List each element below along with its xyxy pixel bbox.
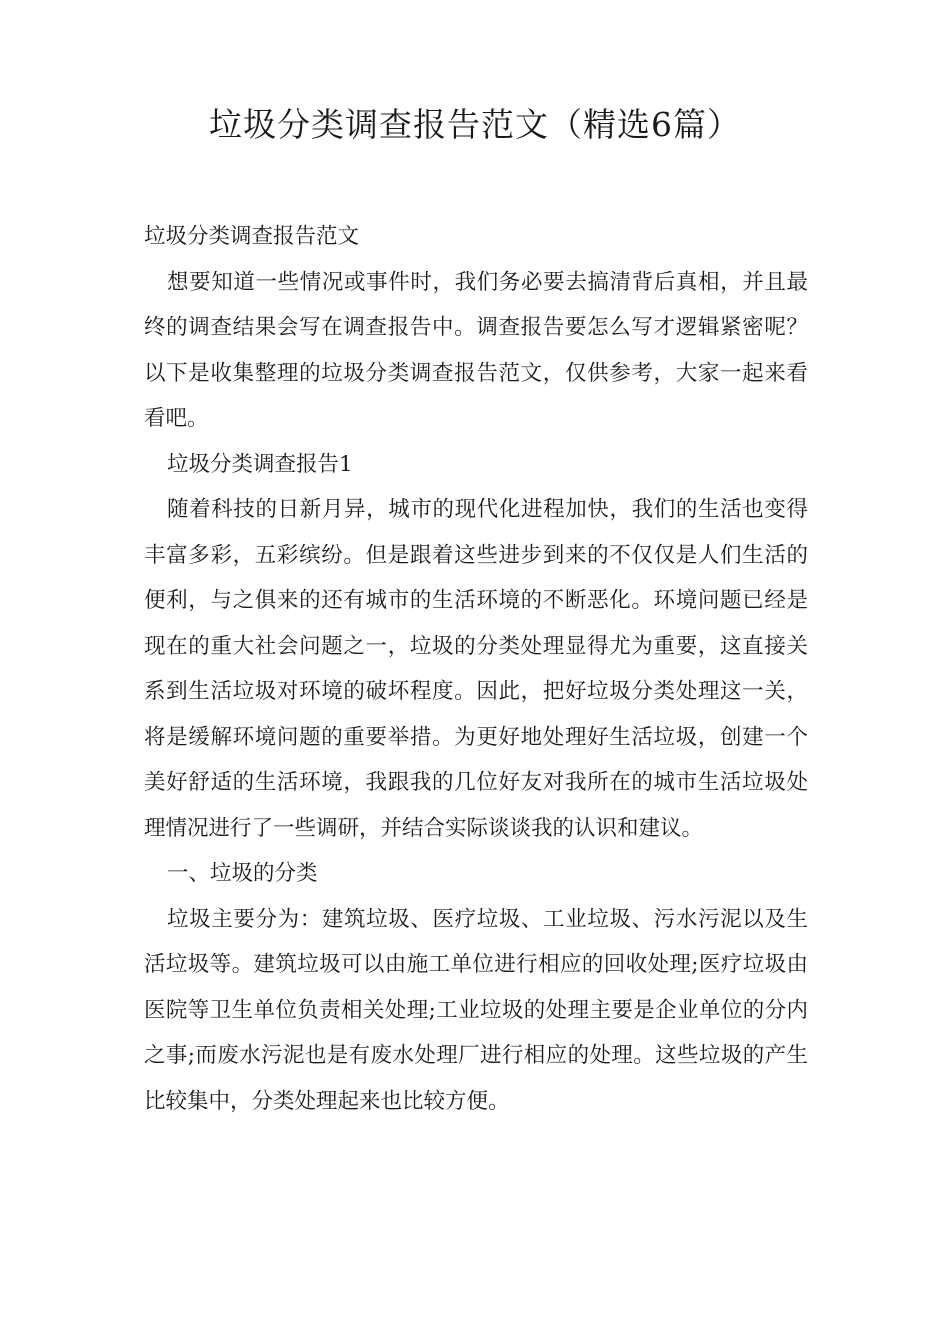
document-body [144, 214, 808, 1124]
body-paragraph: 垃圾主要分为：建筑垃圾、医疗垃圾、工业垃圾、污水污泥以及生活垃圾等。建筑垃圾可以由施工单位进行相应的回收处理;医疗垃圾由医院等卫生单位负责相关处理;工业垃圾的处理主要是企业单位的分内之事;而废水污泥也是有废水处理厂进行相应的处理。这些垃圾的产生比较集中，分类处理起来也比较方便。 [144, 906, 808, 1114]
intro-paragraph: 想要知道一些情况或事件时，我们务必要去搞清背后真相，并且最终的调查结果会写在调查报告中。调查报告要怎么写才逻辑紧密呢？以下是收集整理的垃圾分类调查报告范文，仅供参考，大家一起来看看吧。 [144, 269, 808, 431]
subsection-heading: 一、垃圾的分类 [167, 861, 318, 886]
report-heading: 垃圾分类调查报告1 [167, 451, 353, 477]
section-heading: 垃圾分类调查报告范文 [144, 224, 360, 249]
document-title: 垃圾分类调查报告范文（精选6篇） [209, 105, 741, 144]
body-paragraph: 随着科技的日新月异，城市的现代化进程加快，我们的生活也变得丰富多彩，五彩缤纷。但是跟着这些进步到来的不仅仅是人们生活的便利，与之俱来的还有城市的生活环境的不断恶化。环境问题已经是现在的重大社会问题之一，垃圾的分类处理显得尤为重要，这直接关系到生活垃圾对环境的破坏程度。因此，把好垃圾分类处理这一关，将是缓解环境问题的重要举措。为更好地处理好生活垃圾，创建一个美好舒适的生活环境，我跟我的几位好友对我所在的城市生活垃圾处理情况进行了一些调研，并结合实际谈谈我的认识和建议。 [144, 497, 808, 841]
